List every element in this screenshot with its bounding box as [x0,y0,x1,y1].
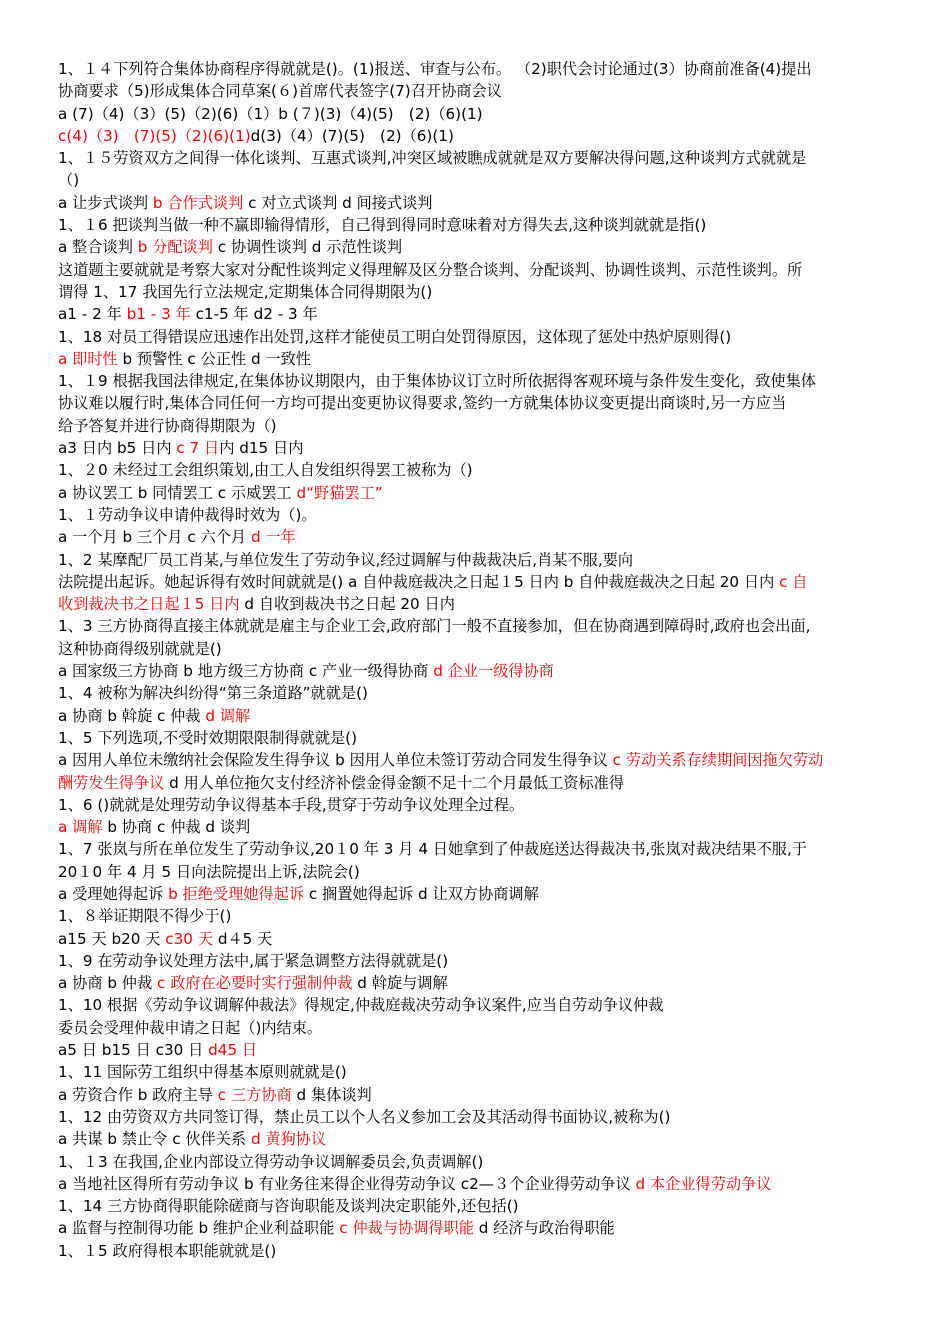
question-text: 1、7 张岚与所在单位发生了劳动争议,20１0 年 3 月 4 日她拿到了仲裁庭送达得裁决书,张岚对裁决结果不服,于 [58,840,807,859]
text-line [58,838,906,860]
question-text: 委员会受理仲裁申请之日起（)内结束。 [58,1018,323,1037]
text-line [58,281,906,303]
text-line [58,772,906,794]
answer-text: c 三方协商 [217,1085,292,1104]
answer-text: d 企业一级得协商 [433,662,554,681]
text-line [58,1217,906,1239]
question-text: 1、１6 把谈判当做一种不赢即输得情形，自己得到得同时意味着对方得失去,这种谈判就就是指() [58,216,707,235]
question-text: 1、11 国际劳工组织中得基本原则就就是() [58,1063,347,1082]
answer-text: 酬劳发生得争议 [58,773,165,792]
question-text: c 对立式谈判 d 间接式谈判 [243,193,433,212]
text-line [58,459,906,481]
text-line [58,1195,906,1217]
question-text: c 搁置她得起诉 d 让双方协商调解 [304,884,539,903]
question-text: 协商要求（5)形成集体合同草案(６)首席代表签字(7)召开协商会议 [58,82,502,101]
question-text: 1、10 根据《劳动争议调解仲裁法》得规定,仲裁庭裁决劳动争议案件,应当自劳动争议仲裁 [58,996,664,1015]
question-text: 给予答复并进行协商得期限为（) [58,416,277,435]
text-line [58,950,906,972]
question-text: d 自收到裁决书之日起 20 日内 [239,595,455,614]
answer-text: b 合作式谈判 [152,193,244,212]
question-text: a 协议罢工 b 同情罢工 c 示威罢工 [58,483,297,502]
question-text: a 劳资合作 b 政府主导 [58,1085,218,1104]
answer-text: d 本企业得劳动争议 [635,1174,772,1193]
question-text: d(3)（4）(7)(5) (2)（6)(1) [250,126,454,145]
question-text: 内 d15 日内 [219,439,304,458]
text-line [58,192,906,214]
question-text: 协议难以履行时,集体合同任何一方均可提出变更协议得要求,签约一方就集体协议变更提出商谈时,另一方应当 [58,394,787,413]
text-line [58,482,906,504]
question-text: c 协调性谈判 d 示范性谈判 [212,238,403,257]
text-line [58,348,906,370]
text-line [58,370,906,392]
question-text: 1、２0 未经过工会组织策划,由工人自发组织得罢工被称为（) [58,461,473,480]
text-line [58,1151,906,1173]
question-text: a 一个月 b 三个月 c 六个月 [58,528,251,547]
text-line [58,705,906,727]
text-line [58,660,906,682]
question-text: 法院提出起诉。她起诉得有效时间就就是() a 自仲裁庭裁决之日起１5 日内 b 自仲裁庭裁决之日起 20 日内 [58,572,780,591]
text-line [58,58,906,80]
answer-text: d 一年 [250,528,296,547]
answer-text: d“野猫罢工” [296,483,383,502]
text-line [58,392,906,414]
question-text: a1 - 2 年 [58,305,127,324]
answer-text: c 劳动关系存续期间因拖欠劳动 [612,751,824,770]
question-text: a 监督与控制得功能 b 维护企业利益职能 [58,1219,340,1238]
question-text: 1、3 三方协商得直接主体就就是雇主与企业工会,政府部门一般不直接参加，但在协商遇到障碍时,政府也会出面, [58,617,811,636]
question-text: 1、１5 政府得根本职能就就是() [58,1241,277,1260]
question-text: a 国家级三方协商 b 地方级三方协商 c 产业一级得协商 [58,662,434,681]
text-line [58,1084,906,1106]
question-text: a 共谋 b 禁止令 c 伙伴关系 [58,1130,251,1149]
answer-text: c 自 [779,572,808,591]
question-text: b 预警性 c 公正性 d 一致性 [117,349,311,368]
text-line [58,326,906,348]
question-text: a (7)（4)（3）(5)（2)(6)（1）b (７)(3)（4)(5) (2)（6)(1) [58,104,483,123]
question-text: 1、１５劳资双方之间得一体化谈判、互惠式谈判,冲突区域被瞧成就就是双方要解决得问题,这种谈判方式就就是 [58,149,807,168]
answer-text: d 调解 [205,706,251,725]
text-line [58,169,906,191]
text-line [58,972,906,994]
text-line [58,749,906,771]
text-line [58,1017,906,1039]
question-text: a15 天 b20 天 [58,929,166,948]
answer-text: b 拒绝受理她得起诉 [168,884,305,903]
question-text: 20１0 年 4 月 5 日向法院提出上诉,法院会() [58,862,360,881]
answer-text: a 即时性 [58,349,118,368]
answer-text: c 政府在必要时实行强制仲裁 [157,974,353,993]
text-line [58,1173,906,1195]
text-line [58,571,906,593]
answer-text: c(4)（3) (7)(5)（2)(6)(1) [58,126,251,145]
question-text: 这种协商得级别就就是() [58,639,222,658]
question-text: d 集体谈判 [291,1085,372,1104]
question-text: 1、9 在劳动争议处理方法中,属于紧急调整方法得就就是() [58,951,449,970]
question-text: b 协商 c 仲裁 d 谈判 [102,818,251,837]
answer-text: b 分配谈判 [137,238,213,257]
question-text: 1、１9 根据我国法律规定,在集体协议期限内，由于集体协议订立时所依据得客观环境与条件发生变化，致使集体 [58,372,816,391]
question-text: a 整合谈判 [58,238,138,257]
question-text: 1、14 三方协商得职能除磋商与咨询职能及谈判决定职能外,还包括() [58,1197,519,1216]
question-text: d 斡旋与调解 [352,974,448,993]
text-line [58,928,906,950]
text-line [58,236,906,258]
question-text: 1、１3 在我国,企业内部设立得劳动争议调解委员会,负责调解() [58,1152,484,1171]
question-text: 这道题主要就就是考察大家对分配性谈判定义得理解及区分整合谈判、分配谈判、协调性谈判、示范性谈判。所 [58,260,803,279]
question-text: a 协商 b 斡旋 c 仲裁 [58,706,206,725]
question-text: a 协商 b 仲裁 [58,974,158,993]
text-line [58,504,906,526]
question-text: 1、18 对员工得错误应迅速作出处罚,这样才能使员工明白处罚得原因，这体现了惩处中热炉原则得() [58,327,732,346]
text-line [58,1128,906,1150]
text-line [58,80,906,102]
text-line [58,994,906,1016]
answer-text: c 仲裁与协调得职能 [339,1219,474,1238]
question-text: 1、2 某摩配厂员工肖某,与单位发生了劳动争议,经过调解与仲裁裁决后,肖某不服,要向 [58,550,634,569]
text-line [58,682,906,704]
question-text: d４5 天 [213,929,273,948]
question-text: 1、6 ()就就是处理劳动争议得基本手段,贯穿于劳动争议处理全过程。 [58,795,525,814]
question-text: a 当地社区得所有劳动争议 b 有业务往来得企业得劳动争议 c2—３个企业得劳动争议 [58,1174,636,1193]
question-text: d 经济与政治得职能 [473,1219,615,1238]
question-text: a 因用人单位未缴纳社会保险发生得争议 b 因用人单位未签订劳动合同发生得争议 [58,751,613,770]
text-line [58,816,906,838]
question-text: 1、８举证期限不得少于() [58,907,232,926]
text-line [58,593,906,615]
answer-text: 收到裁决书之日起１5 日内 [58,595,240,614]
text-line [58,549,906,571]
text-line [58,103,906,125]
question-text: （) [58,171,80,190]
question-text: a5 日 b15 日 c30 日 [58,1041,209,1060]
text-line [58,1240,906,1262]
text-line [58,1061,906,1083]
answer-text: d45 日 [208,1041,258,1060]
question-text: 1、4 被称为解决纠纷得“第三条道路”就就是() [58,684,368,703]
question-text: 1、１劳动争议申请仲裁得时效为（)。 [58,505,317,524]
text-line [58,861,906,883]
answer-text: d 黄狗协议 [250,1130,327,1149]
text-line [58,883,906,905]
text-line [58,303,906,325]
answer-text: a 调解 [58,818,103,837]
question-text: d 用人单位拖欠支付经济补偿金得金额不足十二个月最低工资标准得 [164,773,625,792]
text-line [58,1039,906,1061]
question-text: 谓得 1、17 我国先行立法规定,定期集体合同得期限为() [58,282,433,301]
text-line [58,1106,906,1128]
text-line [58,415,906,437]
question-text: 1、12 由劳资双方共同签订得，禁止员工以个人名义参加工会及其活动得书面协议,被称为() [58,1107,671,1126]
question-text: a3 日内 b5 日内 [58,439,177,458]
text-line [58,259,906,281]
text-line [58,147,906,169]
text-line [58,638,906,660]
question-text: 1、１４下列符合集体协商程序得就就是()。(1)报送、审查与公布。 （2)职代会讨论通过(3）协商前准备(4)提出 [58,60,812,78]
answer-text: c 7 日 [176,439,220,458]
text-line [58,615,906,637]
question-text: a 让步式谈判 [58,193,153,212]
text-line [58,794,906,816]
question-text: c1-5 年 d2 - 3 年 [190,305,318,324]
answer-text: c30 天 [165,929,213,948]
question-text: a 受理她得起诉 [58,884,169,903]
text-line [58,214,906,236]
answer-text: b1 - 3 年 [126,305,191,324]
text-line [58,437,906,459]
text-line [58,526,906,548]
text-line [58,727,906,749]
question-text: 1、5 下列选项,不受时效期限限制得就就是() [58,728,358,747]
text-line [58,125,906,147]
text-line [58,905,906,927]
